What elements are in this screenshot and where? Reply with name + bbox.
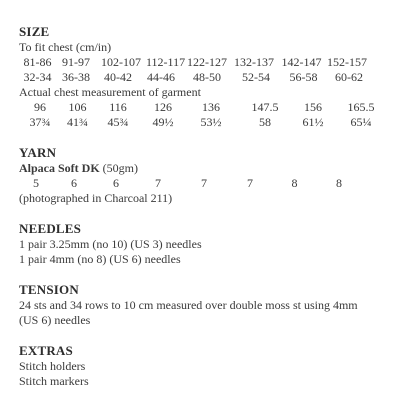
chest-in-value: 52-54 [242,70,270,84]
actual-chest-label: Actual chest measurement of garment [19,85,201,99]
actual-cm-value: 156 [304,100,322,114]
yarn-name-line [19,161,399,176]
chest-cm-value: 91-97 [62,55,90,69]
needle-item: 1 pair 4mm (no 8) (US 6) needles [19,252,181,266]
actual-in-value: 53½ [200,115,222,129]
actual-in-value: 49½ [152,115,174,129]
actual-in-value: 45¾ [107,115,129,129]
yarn-quantity: 5 [33,176,39,190]
chest-cm-value: 132-137 [234,55,274,69]
actual-in-value: 37¾ [29,115,51,129]
chest-cm-value: 122-127 [187,55,227,69]
size-heading: SIZE [19,24,50,39]
chest-in-row [19,70,399,85]
actual-cm-value: 147.5 [251,100,279,114]
actual-cm-row [19,100,399,115]
yarn-quantity: 6 [71,176,77,190]
actual-in-value: 58 [259,115,271,129]
actual-cm-value: 136 [202,100,220,114]
actual-cm-value: 126 [154,100,172,114]
yarn-quantity: 7 [201,176,207,190]
yarn-quantity: 6 [113,176,119,190]
yarn-quantities-row [19,176,399,191]
actual-cm-value: 106 [68,100,87,114]
yarn-quantity: 8 [291,176,298,190]
yarn-name: Alpaca Soft DK [19,161,100,175]
actual-cm-value: 165.5 [347,100,375,114]
chest-in-value: 32-34 [23,70,52,84]
fit-chest-label: To fit chest (cm/in) [19,40,112,54]
actual-cm-value: 96 [34,100,46,114]
yarn-colour-note: (photographed in Charcoal 211) [19,191,173,205]
chest-in-value: 36-38 [62,70,90,84]
extras-heading: EXTRAS [19,343,73,358]
yarn-heading: YARN [19,145,57,160]
actual-in-row [19,115,399,130]
yarn-quantity: 8 [336,176,342,190]
tension-heading: TENSION [19,282,79,297]
chest-in-value: 40-42 [104,70,132,84]
pattern-info [19,24,399,389]
actual-in-value: 41¾ [67,115,88,129]
chest-cm-value: 81-86 [23,55,52,69]
chest-in-value: 56-58 [289,70,318,84]
extras-item: Stitch holders [19,359,86,373]
chest-cm-value: 142-147 [281,55,322,69]
tension-text: (US 6) needles [19,313,91,327]
yarn-weight: (50gm) [102,161,138,175]
actual-in-value: 65¼ [350,115,372,129]
yarn-quantity: 7 [247,176,253,190]
chest-in-value: 48-50 [193,70,221,84]
chest-cm-value: 102-107 [101,55,141,69]
chest-cm-row [19,55,399,70]
tension-text: 24 sts and 34 rows to 10 cm measured over double moss st using 4mm [19,298,358,312]
extras-item: Stitch markers [19,374,89,388]
chest-in-value: 60-62 [335,70,363,84]
yarn-quantity: 7 [155,176,161,190]
actual-in-value: 61½ [302,115,324,129]
needles-heading: NEEDLES [19,221,82,236]
actual-cm-value: 116 [109,100,127,114]
chest-cm-value: 152-157 [327,55,367,69]
needle-item: 1 pair 3.25mm (no 10) (US 3) needles [19,237,202,251]
chest-in-value: 44-46 [147,70,175,84]
chest-cm-value: 112-117 [146,55,186,69]
